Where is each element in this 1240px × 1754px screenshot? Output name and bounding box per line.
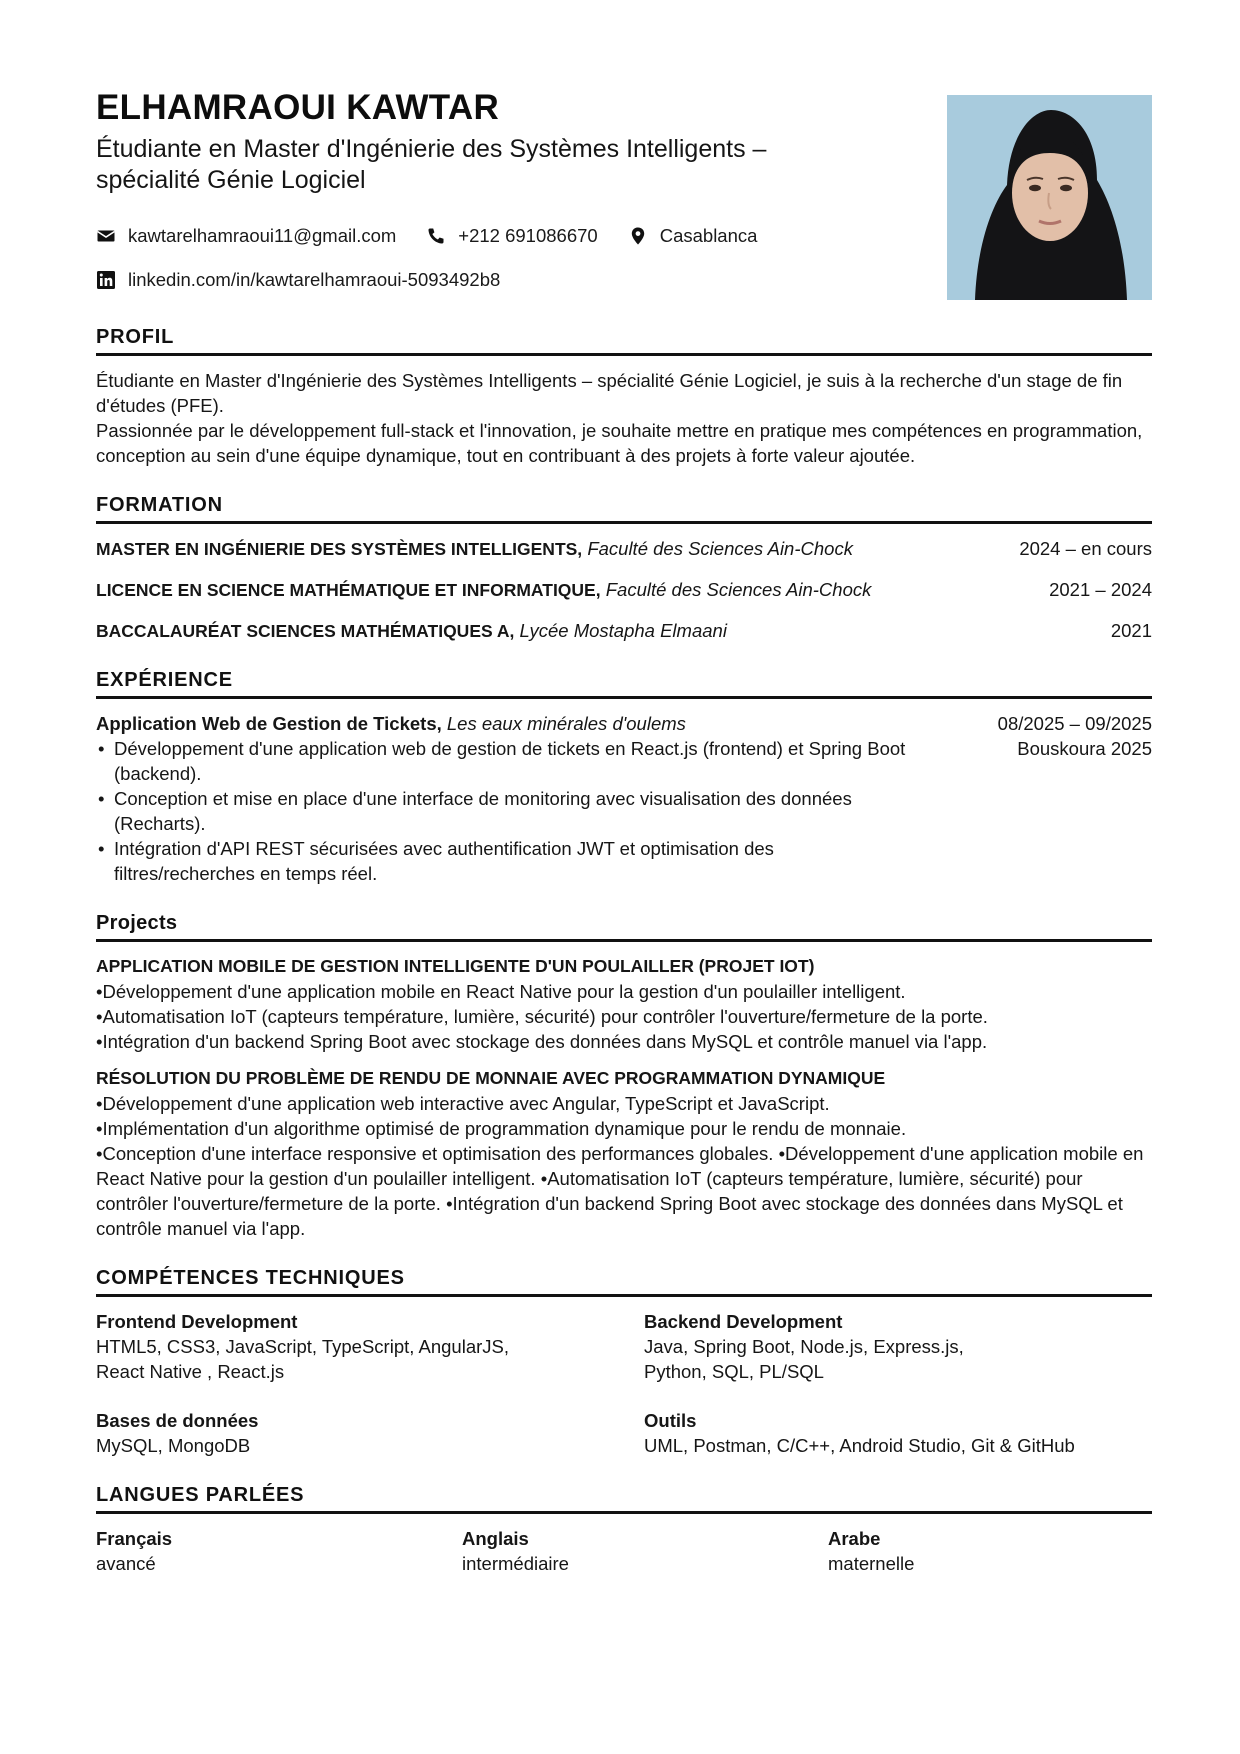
project-title: RÉSOLUTION DU PROBLÈME DE RENDU DE MONNAIE AVEC PROGRAMMATION DYNAMIQUE	[96, 1068, 886, 1088]
languages-section	[96, 1482, 1152, 1576]
education-school: Faculté des Sciences Ain-Chock	[605, 579, 872, 600]
phone-icon	[426, 226, 446, 246]
contact-linkedin[interactable]	[96, 269, 500, 291]
languages-body	[96, 1526, 1152, 1576]
education-date: 2021 – 2024	[1049, 579, 1152, 600]
language-level: avancé	[96, 1553, 156, 1574]
project-item	[96, 954, 1152, 1054]
skill-group-backend	[644, 1309, 1152, 1384]
experience-dates: 08/2025 – 09/2025	[997, 713, 1152, 734]
language-item	[462, 1526, 828, 1576]
experience-bullet: • Intégration d'API REST sécurisées avec authentification JWT et optimisation des filtres/recherches en temps réel.	[96, 836, 916, 886]
resume-page	[96, 88, 1152, 1576]
language-item	[828, 1526, 1152, 1576]
project-item	[96, 1066, 1152, 1241]
experience-bullets	[96, 736, 916, 886]
experience-section	[96, 667, 1152, 886]
skill-group-list: UML, Postman, C/C++, Android Studio, Git & GitHub	[644, 1435, 1075, 1456]
candidate-name: ELHAMRAOUI KAWTAR	[96, 88, 500, 127]
profil-paragraph-2: Passionnée par le développement full-stack et l'innovation, je souhaite mettre en pratique mes compétences en programmation, conception au sein d'une équipe dynamique, tout en contribuant à des projets à forte valeur ajoutée.	[96, 420, 1143, 466]
project-line: •Implémentation d'un algorithme optimisé de programmation dynamique pour le rendu de monnaie.	[96, 1118, 907, 1139]
education-item	[96, 618, 1152, 643]
profil-body	[96, 368, 1152, 468]
envelope-icon	[96, 226, 116, 246]
skill-group-title: Backend Development	[644, 1311, 843, 1332]
experience-bullet: • Développement d'une application web de gestion de tickets en React.js (frontend) et Spring Boot (backend).	[96, 736, 916, 786]
language-level: maternelle	[828, 1553, 915, 1574]
language-name: Français	[96, 1528, 173, 1549]
project-line: •Développement d'une application mobile en React Native pour la gestion d'un poulailler intelligent.	[96, 981, 906, 1002]
project-line: •Automatisation IoT (capteurs température, lumière, sécurité) pour contrôler l'ouverture/fermeture de la porte.	[96, 1006, 988, 1027]
profil-section	[96, 324, 1152, 468]
skill-group-title: Outils	[644, 1410, 697, 1431]
contact-location	[628, 225, 758, 247]
skills-body	[96, 1309, 1152, 1458]
experience-bullet: • Conception et mise en place d'une interface de monitoring avec visualisation des données (Recharts).	[96, 786, 916, 836]
language-name: Anglais	[462, 1528, 529, 1549]
project-line: •Conception d'une interface responsive et optimisation des performances globales. •Développement d'une application mobile en React Native pour la gestion d'un poulailler intelligent. •Automatisation IoT (capteurs température, lumière, sécurité) pour contrôler l'ouverture/fermeture de la porte. •Intégration d'un backend Spring Boot avec stockage des données dans MySQL et contrôle manuel via l'app.	[96, 1143, 1144, 1239]
email-text: kawtarelhamraoui11@gmail.com	[128, 225, 397, 246]
skill-group-tools	[644, 1408, 1152, 1458]
education-date: 2024 – en cours	[1019, 538, 1152, 559]
education-school: Lycée Mostapha Elmaani	[519, 620, 727, 641]
languages-title: LANGUES PARLÉES	[96, 1482, 1152, 1514]
education-degree: MASTER EN INGÉNIERIE DES SYSTÈMES INTELLIGENTS,	[96, 539, 583, 559]
phone-text: +212 691086670	[458, 225, 598, 246]
education-item	[96, 577, 1152, 618]
linkedin-text: linkedin.com/in/kawtarelhamraoui-5093492b8	[128, 269, 501, 290]
experience-title: EXPÉRIENCE	[96, 667, 1152, 699]
skills-title: COMPÉTENCES TECHNIQUES	[96, 1265, 1152, 1297]
language-item	[96, 1526, 462, 1576]
education-school: Faculté des Sciences Ain-Chock	[587, 538, 853, 559]
candidate-headline: Étudiante en Master d'Ingénierie des Systèmes Intelligents – spécialité Génie Logiciel	[96, 135, 767, 194]
education-date: 2021	[1110, 620, 1152, 641]
resume-header	[96, 88, 1152, 300]
profil-paragraph-1: Étudiante en Master d'Ingénierie des Systèmes Intelligents – spécialité Génie Logiciel, je suis à la recherche d'un stage de fin d'études (PFE).	[96, 370, 1123, 416]
projects-section	[96, 910, 1152, 1241]
experience-company: Les eaux minérales d'oulems	[446, 713, 686, 734]
language-name: Arabe	[828, 1528, 881, 1549]
project-line: •Développement d'une application web interactive avec Angular, TypeScript et JavaScript.	[96, 1093, 830, 1114]
skill-group-title: Frontend Development	[96, 1311, 298, 1332]
skill-group-title: Bases de données	[96, 1410, 259, 1431]
projects-title: Projects	[96, 910, 1152, 942]
projects-body	[96, 954, 1152, 1241]
experience-item	[96, 711, 1152, 886]
education-item	[96, 536, 1152, 577]
project-title: APPLICATION MOBILE DE GESTION INTELLIGENTE D'UN POULAILLER (PROJET IOT)	[96, 956, 815, 976]
skill-group-frontend	[96, 1309, 644, 1384]
profile-photo	[947, 95, 1152, 300]
formation-body	[96, 536, 1152, 643]
profil-title: PROFIL	[96, 324, 1152, 356]
skills-section	[96, 1265, 1152, 1458]
language-level: intermédiaire	[462, 1553, 569, 1574]
experience-role: Application Web de Gestion de Tickets,	[96, 713, 442, 734]
skill-group-list: Java, Spring Boot, Node.js, Express.js, Python, SQL, PL/SQL	[644, 1336, 964, 1382]
education-degree: BACCALAURÉAT SCIENCES MATHÉMATIQUES A,	[96, 621, 515, 641]
contact-email[interactable]	[96, 225, 396, 247]
skill-group-databases	[96, 1408, 644, 1458]
formation-title: FORMATION	[96, 492, 1152, 524]
experience-body	[96, 711, 1152, 886]
project-line: •Intégration d'un backend Spring Boot avec stockage des données dans MySQL et contrôle manuel via l'app.	[96, 1031, 988, 1052]
linkedin-icon	[96, 270, 116, 290]
skill-group-list: MySQL, MongoDB	[96, 1435, 251, 1456]
location-text: Casablanca	[659, 225, 758, 246]
contact-phone[interactable]	[426, 225, 597, 247]
location-pin-icon	[628, 226, 648, 246]
skill-group-list: HTML5, CSS3, JavaScript, TypeScript, AngularJS, React Native , React.js	[96, 1336, 509, 1382]
education-degree: LICENCE EN SCIENCE MATHÉMATIQUE ET INFORMATIQUE,	[96, 580, 601, 600]
portrait-image	[947, 95, 1152, 300]
formation-section	[96, 492, 1152, 643]
experience-place: Bouskoura 2025	[1017, 738, 1152, 759]
